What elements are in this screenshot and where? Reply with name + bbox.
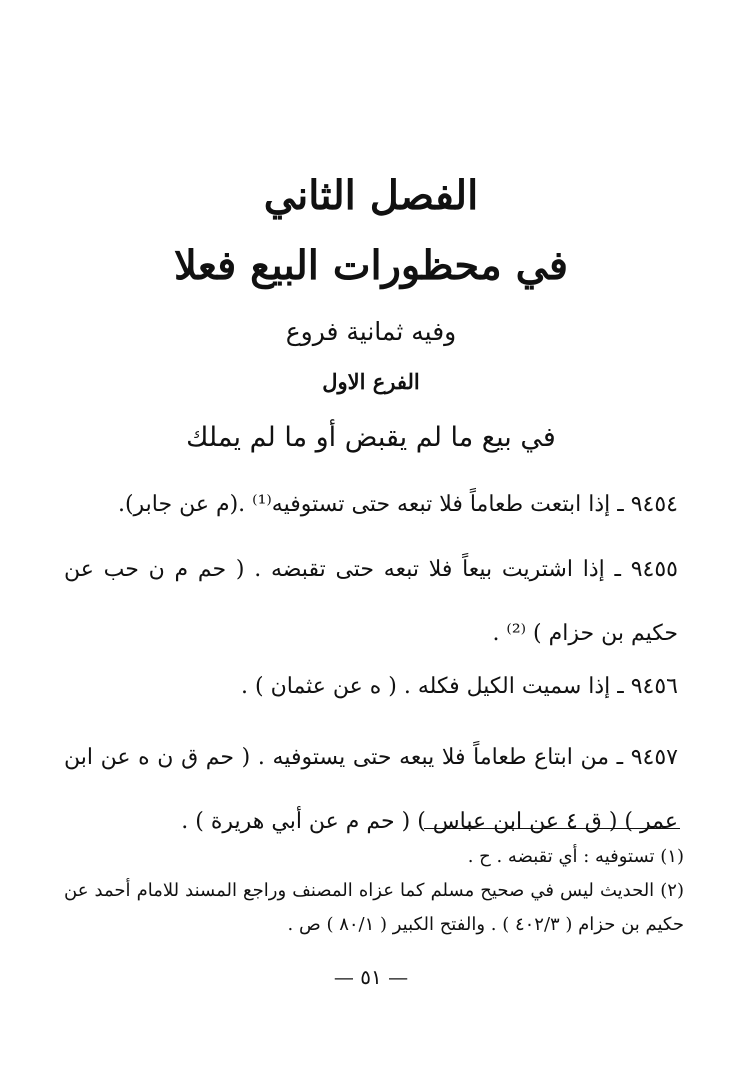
hadith-text: إذا اشتريت بيعاً فلا تبعه حتى تقبضه . ( حم م ن حب عن حكيم بن حزام ) ⁽²⁾ . [64,557,678,646]
branch-title: الفرع الاول [322,369,420,394]
hadith-text: إذا سميت الكيل فكله . ( ه عن عثمان ) . [241,674,611,699]
hadith-dash: ـ [610,674,624,699]
page-number: — ٥١ — [333,965,409,989]
hadith-number: ٩٤٥٦ [630,674,678,699]
hadith-dash: ـ [608,745,624,770]
hadith-entry [64,538,678,666]
footnote-1: (١) تستوفيه : أي تقبضه . ح . [467,846,684,867]
hadith-number: ٩٤٥٧ [630,745,678,770]
branches-note: وفيه ثمانية فروع [285,317,457,346]
chapter-subtitle: في محظورات البيع فعلا [173,242,569,289]
chapter-title: الفصل الثاني [263,172,479,219]
footnote-2: (٢) الحديث ليس في صحيح مسلم كما عزاه المصنف وراجع المسند للامام أحمد عن حكيم بن حزام ( ٤٠٢/٣ ) . والفتح الكبير ( ٨٠/١ ) ص . [64,880,684,935]
hadith-entry [64,726,678,854]
footnote-separator [424,828,680,829]
hadith-text: إذا ابتعت طعاماً فلا تبعه حتى تستوفيه⁽¹⁾ .(م عن جابر). [117,492,611,517]
hadith-entry [64,662,678,712]
hadith-text: من ابتاع طعاماً فلا يبعه حتى يستوفيه . ( حم ق ن ه عن ابن عمر ) ( ق ٤ عن ابن عباس ) ( حم م عن أبي هريرة ) . [64,745,678,834]
branch-subtitle: في بيع ما لم يقبض أو ما لم يملك [186,422,556,453]
hadith-entry [64,480,678,530]
hadith-number: ٩٤٥٥ [630,557,678,582]
hadith-dash: ـ [610,492,624,517]
hadith-number: ٩٤٥٤ [630,492,678,517]
hadith-dash: ـ [604,557,621,582]
